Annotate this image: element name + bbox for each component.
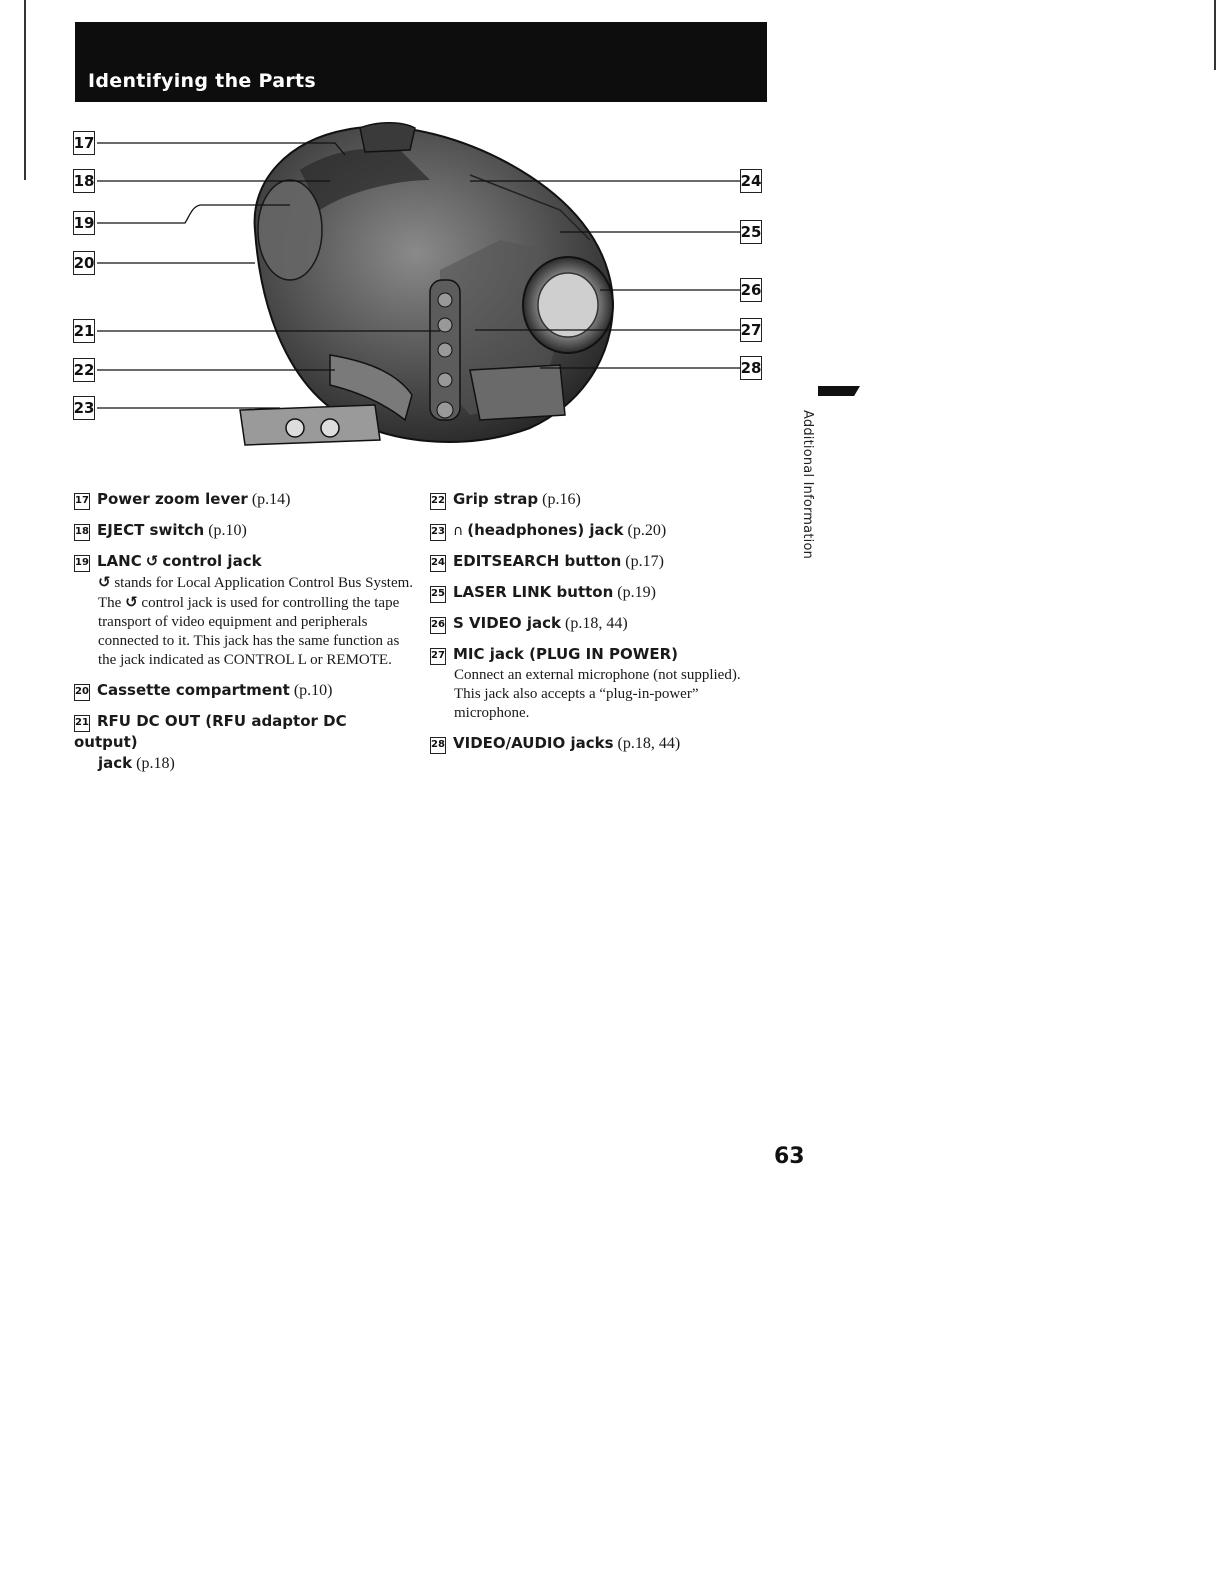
item-page-ref: (p.10): [208, 522, 247, 539]
item-number: 28: [430, 737, 446, 754]
lanc-icon: ↺: [98, 573, 111, 591]
camcorder-figure: [0, 0, 1225, 470]
item-page-ref: (p.18): [136, 755, 175, 772]
item-title: EDITSEARCH button: [453, 552, 622, 570]
lanc-icon: ↺: [145, 552, 159, 570]
item-title: MIC jack (PLUG IN POWER): [453, 645, 678, 663]
callout-18: 18: [73, 169, 95, 193]
camcorder-body: [240, 123, 613, 445]
item-title-continued: [74, 753, 414, 774]
part-item-28: [430, 733, 760, 754]
lanc-icon: ↺: [125, 593, 138, 611]
item-number: 17: [74, 493, 90, 510]
item-number: 19: [74, 555, 90, 572]
item-page-ref: (p.16): [542, 491, 581, 508]
page-number: 63: [774, 1144, 805, 1169]
callout-21: 21: [73, 319, 95, 343]
callout-20: 20: [73, 251, 95, 275]
item-number: 23: [430, 524, 446, 541]
parts-list-right: [430, 489, 760, 764]
item-title: Cassette compartment: [97, 681, 290, 699]
item-title: EJECT switch: [97, 521, 205, 539]
item-page-ref: (p.19): [617, 584, 656, 601]
item-number: 25: [430, 586, 446, 603]
item-title: S VIDEO jack: [453, 614, 562, 632]
item-number: 20: [74, 684, 90, 701]
camcorder-illustration: [0, 0, 1225, 470]
item-title: Grip strap: [453, 490, 539, 508]
headphones-icon: ∩: [453, 523, 464, 539]
callout-24: 24: [740, 169, 762, 193]
page-title: Identifying the Parts: [88, 70, 316, 92]
item-number: 21: [74, 715, 90, 732]
item-page-ref: (p.14): [251, 491, 291, 508]
item-title: Power zoom lever: [97, 490, 248, 508]
item-page-ref: (p.20): [627, 522, 667, 539]
callout-17: 17: [73, 131, 95, 155]
item-description: [74, 573, 414, 670]
item-title-prefix: LANC: [97, 552, 142, 570]
section-tab-marker: [818, 386, 860, 396]
callout-26: 26: [740, 278, 762, 302]
item-description: Connect an external microphone (not supplied). This jack also accepts a “plug-in-power” microphone.: [454, 667, 741, 721]
part-item-22: [430, 489, 760, 510]
desc-part-2: control jack is used for controlling the tape transport of video equipment and peripherals connected to it. This jack has the same function as the jack indicated as CONTROL L or REMOTE.: [98, 595, 400, 668]
item-number: 18: [74, 524, 90, 541]
part-item-17: [74, 489, 414, 510]
part-item-20: [74, 680, 414, 701]
callout-25: 25: [740, 220, 762, 244]
section-side-label: Additional Information: [800, 410, 815, 560]
item-page-ref: (p.17): [625, 553, 664, 570]
item-title: (headphones) jack: [467, 521, 624, 539]
item-page-ref: (p.18, 44): [617, 735, 681, 752]
item-title: VIDEO/AUDIO jacks: [453, 734, 614, 752]
item-title: RFU DC OUT (RFU adaptor DC output): [74, 712, 347, 751]
part-item-25: [430, 582, 760, 603]
part-item-26: [430, 613, 760, 634]
item-number: 27: [430, 648, 446, 665]
callout-22: 22: [73, 358, 95, 382]
parts-list-left: [74, 489, 414, 784]
item-title-suffix: control jack: [162, 552, 262, 570]
item-title-cont: jack: [98, 754, 133, 772]
item-title: LASER LINK button: [453, 583, 614, 601]
item-page-ref: (p.18, 44): [565, 615, 628, 632]
item-number: 24: [430, 555, 446, 572]
part-item-18: [74, 520, 414, 541]
part-item-24: [430, 551, 760, 572]
item-page-ref: (p.10): [293, 682, 333, 699]
item-number: 26: [430, 617, 446, 634]
callout-28: 28: [740, 356, 762, 380]
part-item-23: [430, 520, 760, 541]
callout-27: 27: [740, 318, 762, 342]
callout-23: 23: [73, 396, 95, 420]
part-item-21: [74, 711, 414, 774]
part-item-27: [430, 644, 760, 723]
item-number: 22: [430, 493, 446, 510]
part-item-19: [74, 551, 414, 670]
callout-19: 19: [73, 211, 95, 235]
desc-part-1: stands for Local Application Control Bus System. The: [98, 575, 414, 611]
